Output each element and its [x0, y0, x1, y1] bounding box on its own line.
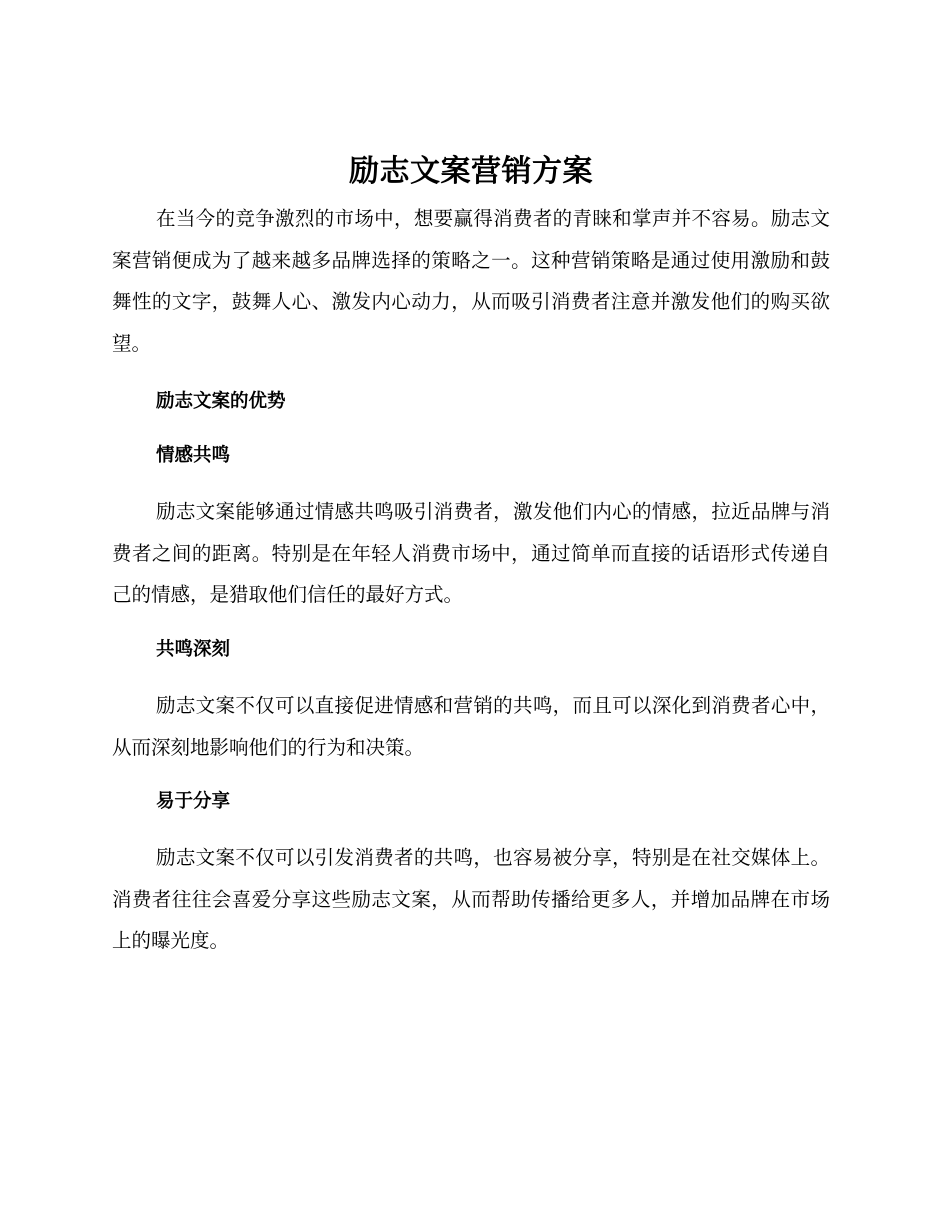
document-page [112, 0, 830, 1230]
advantages-heading: 励志文案的优势 [156, 391, 286, 412]
section-body-easy-to-share: 励志文案不仅可以引发消费者的共鸣，也容易被分享，特别是在社交媒体上。消费者往往会喜爱分享这些励志文案，从而帮助传播给更多人，并增加品牌在市场上的曝光度。 [112, 846, 830, 952]
intro-paragraph: 在当今的竞争激烈的市场中，想要赢得消费者的青睐和掌声并不容易。励志文案营销便成为了越来越多品牌选择的策略之一。这种营销策略是通过使用激励和鼓舞性的文字，鼓舞人心、激发内心动力，从而吸引消费者注意并激发他们的购买欲望。 [112, 207, 830, 355]
section-body-emotional-resonance: 励志文案能够通过情感共鸣吸引消费者，激发他们内心的情感，拉近品牌与消费者之间的距离。特别是在年轻人消费市场中，通过简单而直接的话语形式传递自己的情感，是猎取他们信任的最好方式。 [112, 500, 830, 606]
section-heading-easy-to-share: 易于分享 [156, 791, 231, 812]
document-title: 励志文案营销方案 [349, 154, 593, 189]
section-heading-deep-resonance: 共鸣深刻 [156, 639, 231, 660]
section-heading-emotional-resonance: 情感共鸣 [156, 445, 231, 466]
section-body-deep-resonance: 励志文案不仅可以直接促进情感和营销的共鸣，而且可以深化到消费者心中，从而深刻地影响他们的行为和决策。 [112, 694, 830, 759]
